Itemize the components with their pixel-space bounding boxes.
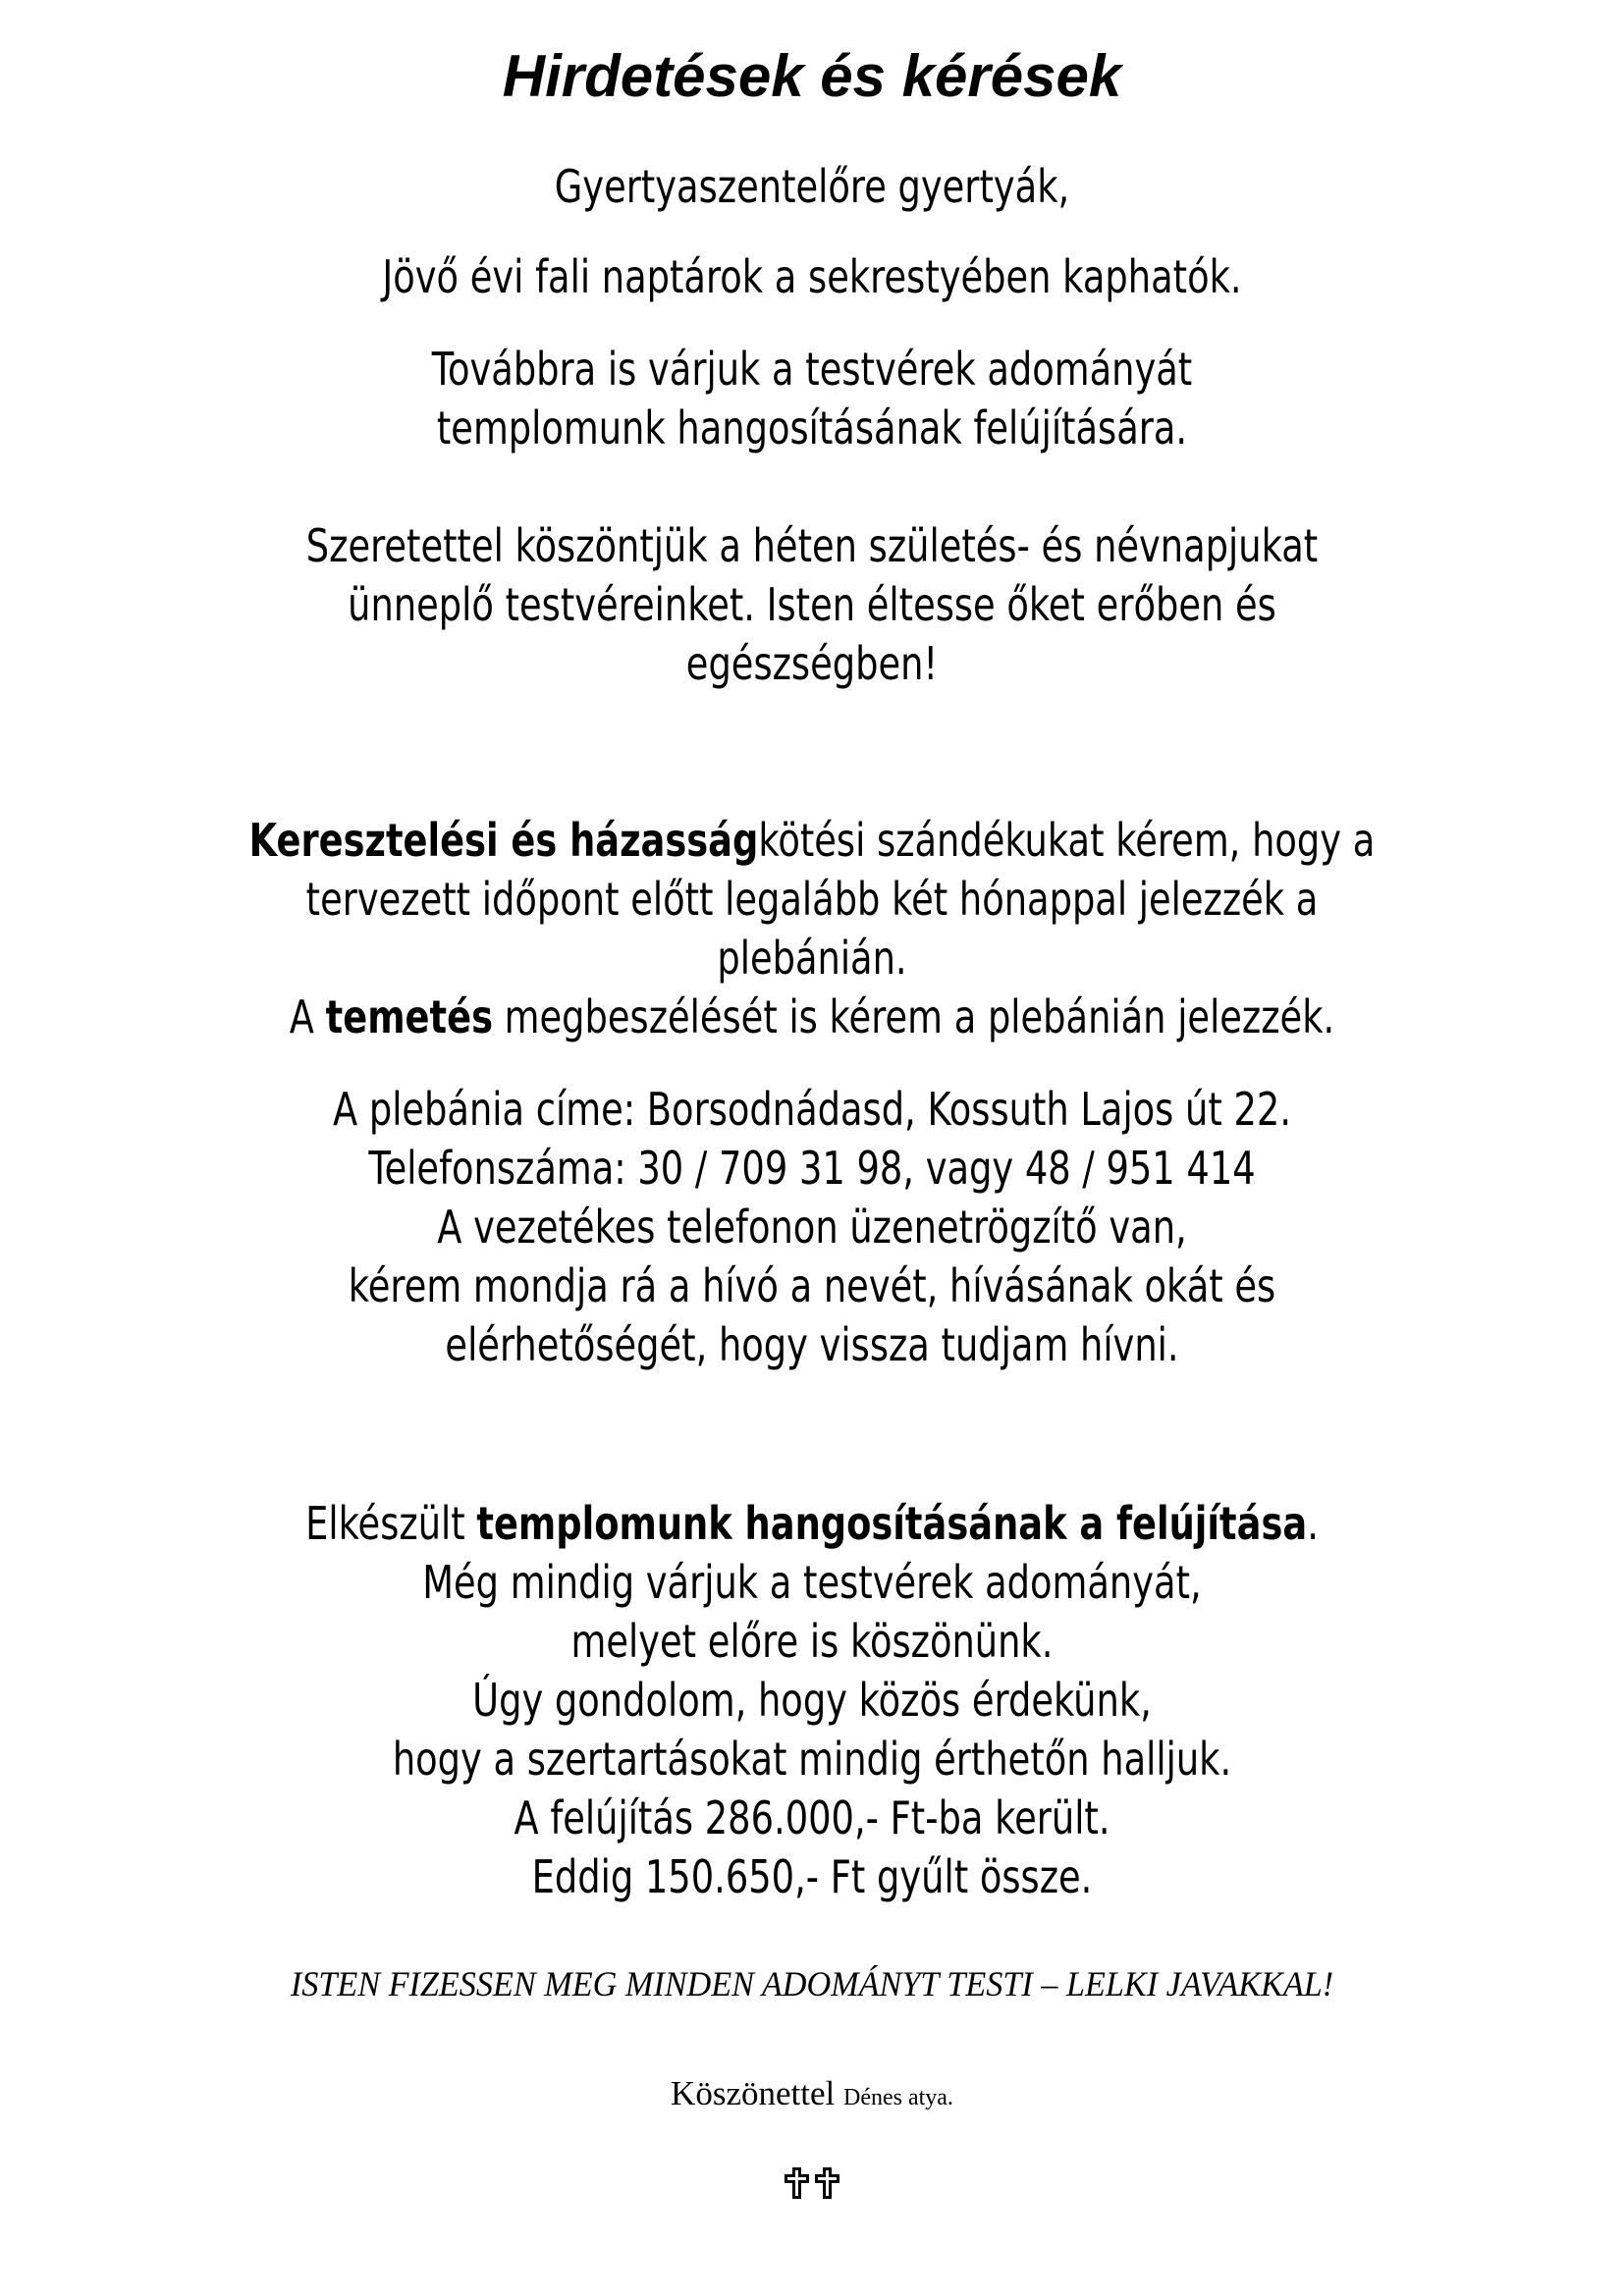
greetings-line: ünneplő testvéreinket. Isten éltesse őket erőben és — [348, 578, 1276, 631]
greetings-line: egészségben! — [685, 637, 939, 690]
funeral-text: megbeszélését is kérem a plebánián jelezzék. — [492, 990, 1335, 1043]
donation-request-line: templomunk hangosításának felújítására. — [436, 401, 1188, 454]
footer-crosses — [0, 2160, 1624, 2203]
parish-address: A plebánia címe: Borsodnádasd, Kossuth Lajos út 22. — [332, 1083, 1292, 1136]
sacraments-line: tervezett időpont előtt legalább két hónappal jelezzék a — [305, 873, 1319, 926]
calendars-notice: Jövő évi fali naptárok a sekrestyében kaphatók. — [382, 250, 1242, 303]
voicemail-line: kérem mondja rá a hívó a nevét, hívásának okát és — [348, 1259, 1276, 1312]
parish-phone: Telefonszáma: 30 / 709 31 98, vagy 48 / 951 414 — [368, 1142, 1256, 1195]
renovation-heading — [162, 1494, 1461, 1553]
sacraments-line — [162, 811, 1461, 870]
signature — [0, 2069, 1624, 2122]
sacraments-line: plebánián. — [717, 932, 907, 985]
signature-name: Dénes atya. — [842, 2085, 953, 2110]
candles-notice: Gyertyaszentelőre gyertyák, — [554, 160, 1070, 213]
funeral-line — [162, 988, 1461, 1046]
signature-thanks: Köszönettel — [671, 2074, 836, 2112]
cross-icon — [785, 2167, 809, 2199]
funeral-prefix: A — [289, 990, 326, 1043]
renovation-cost: A felújítás 286.000,- Ft-ba került. — [514, 1791, 1110, 1844]
voicemail-line: elérhetőségét, hogy vissza tudjam hívni. — [445, 1318, 1179, 1371]
sacraments-bold: Keresztelési és házasság — [248, 814, 759, 867]
page-title: Hirdetések és kérések — [502, 43, 1122, 109]
renovation-bold: templomunk hangosításának a felújítása — [476, 1497, 1308, 1550]
renovation-suffix: . — [1307, 1497, 1319, 1550]
voicemail-line: A vezetékes telefonon üzenetrögzítő van, — [437, 1201, 1187, 1254]
renovation-line: hogy a szertartásokat mindig érthetőn halljuk. — [392, 1733, 1232, 1786]
renovation-collected: Eddig 150.650,- Ft gyűlt össze. — [531, 1850, 1093, 1903]
renovation-prefix: Elkészült — [305, 1497, 477, 1550]
renovation-line: Úgy gondolom, hogy közös érdekünk, — [472, 1674, 1152, 1727]
funeral-bold: temetés — [325, 990, 493, 1043]
greetings-line: Szeretettel köszöntjük a héten születés- és névnapjukat — [305, 519, 1319, 572]
sacraments-text: kötési szándékukat kérem, hogy a — [758, 814, 1376, 867]
cross-icon — [815, 2167, 839, 2199]
renovation-line: melyet előre is köszönünk. — [570, 1615, 1054, 1668]
blessing-line: ISTEN FIZESSEN MEG MINDEN ADOMÁNYT TESTI – LELKI JAVAKKAL! — [290, 1964, 1334, 2003]
renovation-line: Még mindig várjuk a testvérek adományát, — [422, 1556, 1202, 1609]
donation-request-line: Továbbra is várjuk a testvérek adományát — [431, 343, 1193, 396]
